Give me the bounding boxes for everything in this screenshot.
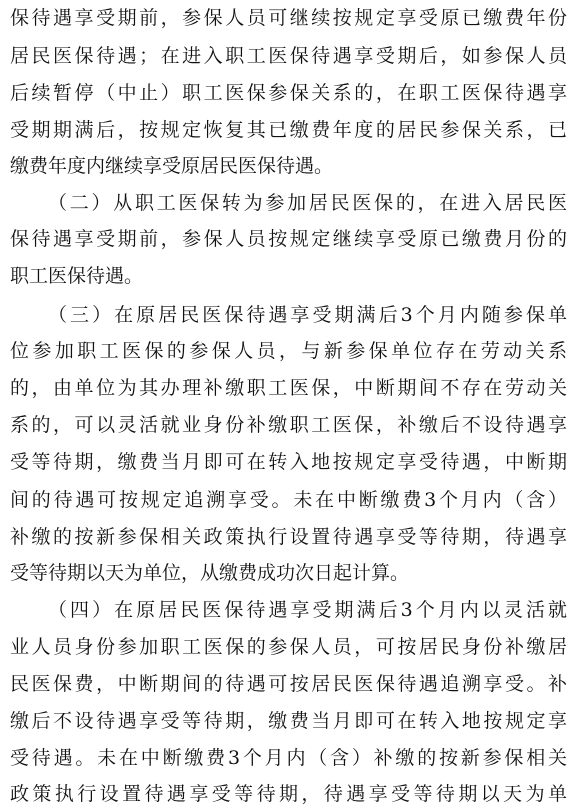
paragraph-heading-line: （三）在原居民医保待遇享受期满后3个月内随参保单: [48, 304, 567, 326]
paragraph-heading-line: （四）在原居民医保待遇享受期满后3个月内以灵活就: [48, 599, 567, 621]
text-line: 保待遇享受期前，参保人员可继续按规定享受原已缴费年份: [10, 7, 567, 29]
text-line: 业人员身份参加职工医保的参保人员，可按居民身份补缴居: [10, 636, 567, 658]
paragraph-heading-line: （二）从职工医保转为参加居民医保的，在进入居民医: [48, 192, 567, 214]
text-line: 政策执行设置待遇享受等待期，待遇享受等待期以天为单: [10, 783, 567, 805]
text-line: 职工医保待遇。: [10, 265, 144, 287]
text-line: 间的待遇可按规定追溯享受。未在中断缴费3个月内（含）: [10, 489, 567, 511]
text-line: 位参加职工医保的参保人员，与新参保单位存在劳动关系: [10, 340, 567, 362]
text-line: 受期期满后，按规定恢复其已缴费年度的居民参保关系，已: [10, 119, 567, 141]
text-line: 系的，可以灵活就业身份补缴职工医保，补缴后不设待遇享: [10, 414, 567, 436]
text-line: 缴后不设待遇享受等待期，缴费当月即可在转入地按规定享: [10, 710, 567, 732]
text-line: 补缴的按新参保相关政策执行设置待遇享受等待期，待遇享: [10, 526, 567, 548]
text-line: 受等待期，缴费当月即可在转入地按规定享受待遇，中断期: [10, 451, 567, 473]
text-line: 民医保费，中断期间的待遇可按居民医保待遇追溯享受。补: [10, 673, 567, 695]
text-line: 缴费年度内继续享受原居民医保待遇。: [10, 155, 334, 177]
text-line: 受等待期以天为单位，从缴费成功次日起计算。: [10, 562, 410, 584]
text-line: 保待遇享受期前，参保人员按规定继续享受原已缴费月份的: [10, 228, 567, 250]
text-line: 受待遇。未在中断缴费3个月内（含）补缴的按新参保相关: [10, 747, 567, 769]
text-line: 后续暂停（中止）职工医保参保关系的，在职工医保待遇享: [10, 82, 567, 104]
text-line: 居民医保待遇；在进入职工医保待遇享受期后，如参保人员: [10, 45, 567, 67]
text-line: 的，由单位为其办理补缴职工医保，中断期间不存在劳动关: [10, 377, 567, 399]
